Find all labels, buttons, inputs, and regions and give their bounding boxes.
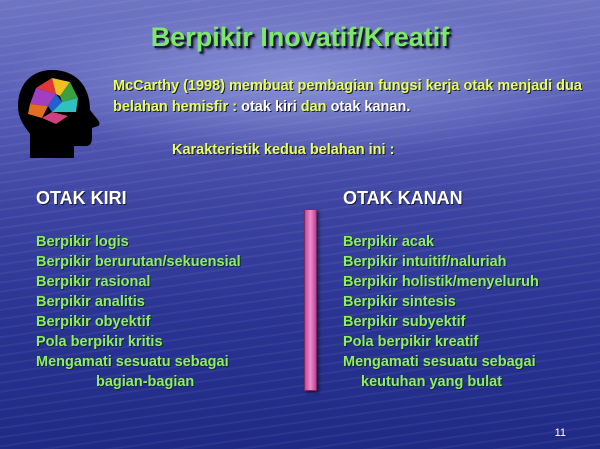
page-number: 11 bbox=[554, 427, 566, 439]
left-column-heading: OTAK KIRI bbox=[36, 188, 127, 208]
list-item: Pola berpikir kritis bbox=[36, 334, 163, 350]
list-item-multiline bbox=[343, 352, 593, 392]
intro-left-term: otak kiri bbox=[241, 99, 297, 115]
list-item: Berpikir subyektif bbox=[343, 314, 466, 330]
list-item: Berpikir obyektif bbox=[36, 314, 151, 330]
column-divider bbox=[304, 209, 317, 391]
brain-head-icon bbox=[12, 66, 104, 162]
list-item-continuation: keutuhan yang bulat bbox=[361, 374, 502, 390]
list-item: Berpikir holistik/menyeluruh bbox=[343, 274, 539, 290]
list-item: Berpikir acak bbox=[343, 234, 435, 250]
list-item: Berpikir berurutan/sekuensial bbox=[36, 254, 241, 270]
list-item-text: Mengamati sesuatu sebagai bbox=[36, 354, 229, 370]
right-column-heading: OTAK KANAN bbox=[343, 188, 463, 208]
subtitle: Karakteristik kedua belahan ini : bbox=[172, 142, 395, 158]
intro-text bbox=[113, 76, 583, 118]
intro-part1: McCarthy (1998) membuat pembagian fungsi kerja otak menjadi dua belahan hemisfir : bbox=[113, 78, 582, 115]
list-item: Berpikir analitis bbox=[36, 294, 145, 310]
intro-right-term: otak kanan. bbox=[330, 99, 411, 115]
list-item-continuation: bagian-bagian bbox=[96, 374, 195, 390]
right-brain-list bbox=[343, 232, 593, 392]
slide-title: Berpikir Inovatif/Kreatif bbox=[150, 22, 450, 52]
list-item: Berpikir intuitif/naluriah bbox=[343, 254, 507, 270]
list-item: Berpikir logis bbox=[36, 234, 129, 250]
left-brain-list bbox=[36, 232, 298, 392]
list-item-multiline bbox=[36, 352, 298, 392]
list-item: Pola berpikir kreatif bbox=[343, 334, 479, 350]
list-item: Berpikir sintesis bbox=[343, 294, 456, 310]
list-item-text: Mengamati sesuatu sebagai bbox=[343, 354, 536, 370]
intro-join: dan bbox=[296, 99, 331, 115]
list-item: Berpikir rasional bbox=[36, 274, 151, 290]
